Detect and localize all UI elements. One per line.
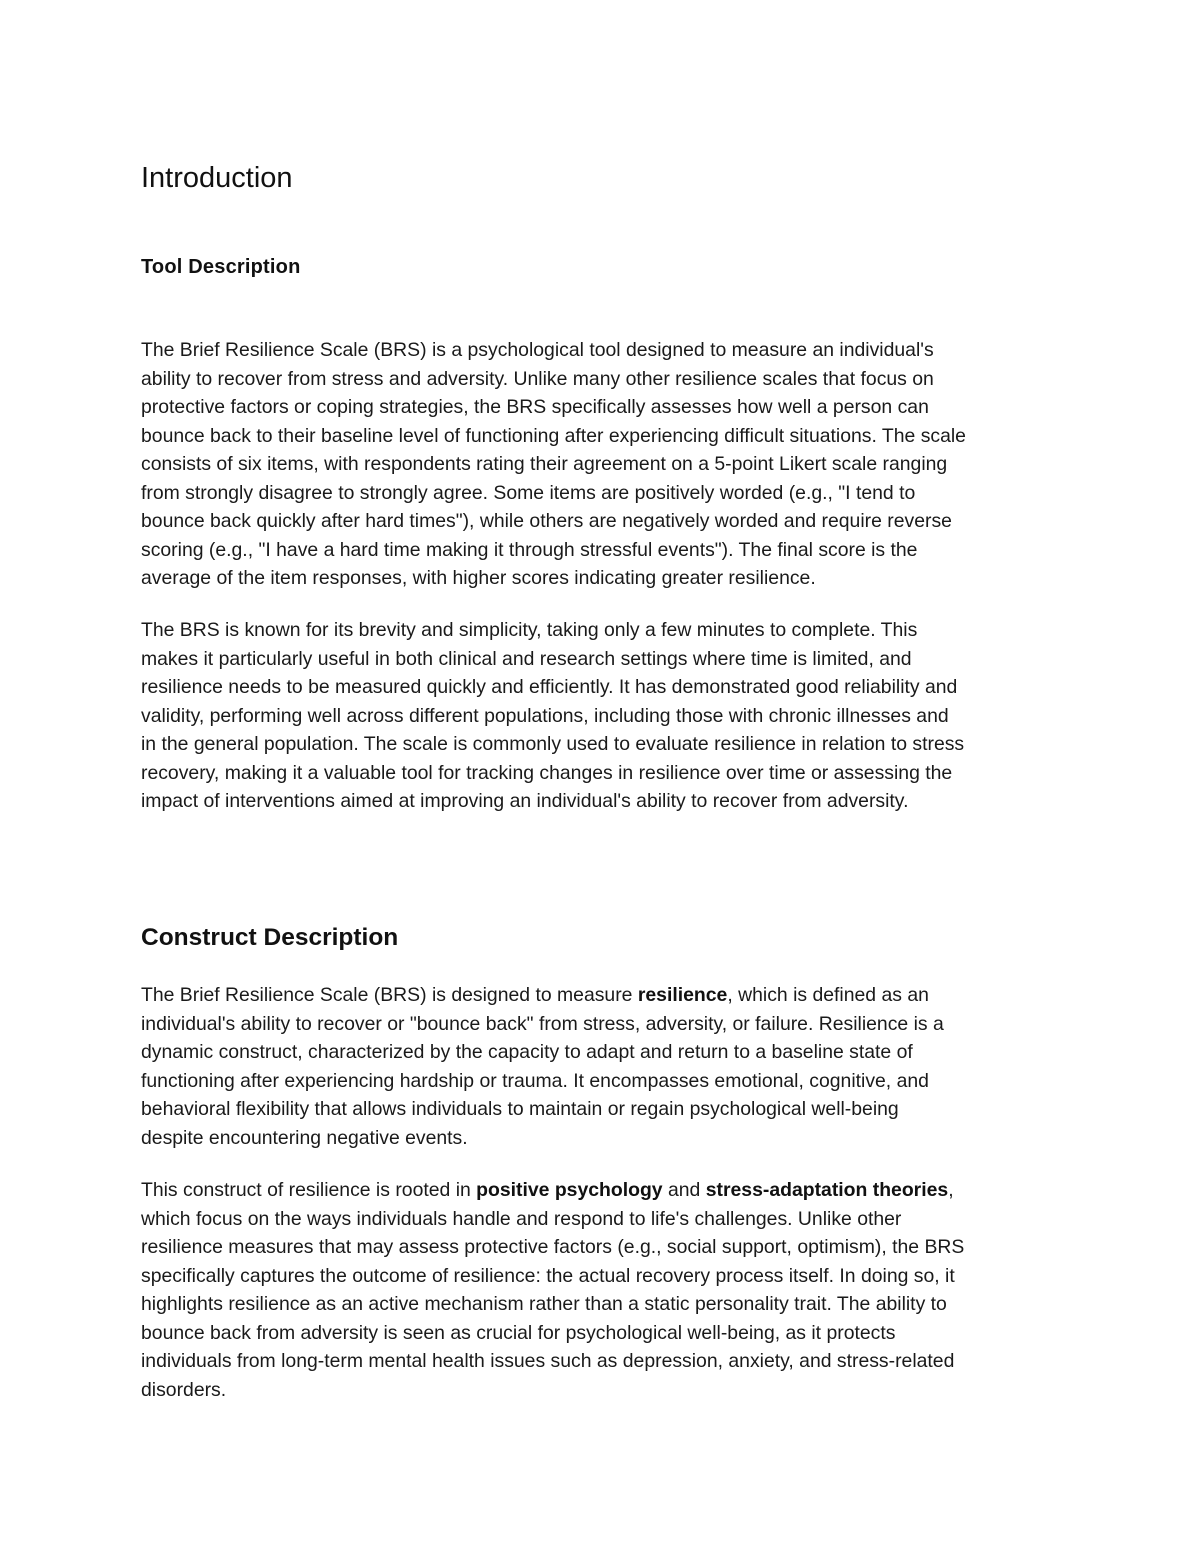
text-line: The BRS is known for its brevity and simplicity, taking only a few minutes to complete. This [141,619,918,641]
text-line: specifically captures the outcome of resilience: the actual recovery process itself. In doing so, it [141,1264,955,1287]
text-run: , which is defined as an [727,984,929,1006]
text-line: resilience needs to be measured quickly and efficiently. It has demonstrated good reliability and [141,676,958,698]
text-line: The Brief Resilience Scale (BRS) is a psychological tool designed to measure an individual's [141,339,934,361]
tool-paragraph-2 [141,616,964,816]
text-line: makes it particularly useful in both clinical and research settings where time is limited, and [141,647,912,670]
text-line: despite encountering negative events. [141,1126,468,1149]
text-line: ability to recover from stress and adversity. Unlike many other resilience scales that focus on [141,367,934,390]
text-line: bounce back from adversity is seen as crucial for psychological well-being, as it protects [141,1321,896,1344]
text-line [141,981,944,1010]
text-run: , [948,1179,954,1201]
tool-description-heading: Tool Description [141,256,301,278]
text-line: highlights resilience as an active mechanism rather than a static personality trait. The ability to [141,1293,947,1315]
text-line: behavioral flexibility that allows individuals to maintain or regain psychological well-being [141,1098,899,1120]
text-line: disorders. [141,1378,227,1401]
text-line: impact of interventions aimed at improving an individual's ability to recover from adversity. [141,790,909,812]
text-line: consists of six items, with respondents rating their agreement on a 5-point Likert scale ranging [141,453,948,475]
text-line: individual's ability to recover or "bounce back" from stress, adversity, or failure. Resilience is a [141,1012,944,1035]
bold-term-stress-adaptation: stress-adaptation theories [705,1179,949,1201]
text-line: bounce back quickly after hard times"), while others are negatively worded and require reverse [141,510,952,532]
text-line: average of the item responses, with higher scores indicating greater resilience. [141,567,816,589]
text-line: recovery, making it a valuable tool for tracking changes in resilience over time or assessing the [141,761,953,784]
text-line: which focus on the ways individuals handle and respond to life's challenges. Unlike other [141,1207,902,1230]
text-run: and [662,1179,706,1201]
text-line: individuals from long-term mental health issues such as depression, anxiety, and stress-related [141,1350,955,1372]
page-title: Introduction [141,162,293,194]
construct-paragraph-2 [141,1176,964,1404]
bold-term-positive-psychology: positive psychology [476,1179,663,1201]
tool-paragraph-1 [141,336,966,593]
text-line: validity, performing well across different populations, including those with chronic illnesses and [141,704,949,727]
construct-description-heading: Construct Description [141,924,399,951]
text-run: This construct of resilience is rooted in [141,1179,477,1201]
text-line [141,1176,964,1205]
text-run: The Brief Resilience Scale (BRS) is designed to measure [141,984,638,1006]
text-line: in the general population. The scale is commonly used to evaluate resilience in relation to stress [141,733,965,755]
construct-paragraph-1 [141,981,944,1152]
text-line: dynamic construct, characterized by the capacity to adapt and return to a baseline state of [141,1041,913,1063]
text-line: resilience measures that may assess protective factors (e.g., social support, optimism), the BRS [141,1236,965,1258]
text-line: protective factors or coping strategies, the BRS specifically assesses how well a person can [141,396,929,418]
text-line: from strongly disagree to strongly agree. Some items are positively worded (e.g., "I tend to [141,481,916,504]
text-line: scoring (e.g., "I have a hard time making it through stressful events"). The final score is the [141,538,918,561]
text-line: bounce back to their baseline level of functioning after experiencing difficult situations. The scale [141,424,966,447]
text-line: functioning after experiencing hardship or trauma. It encompasses emotional, cognitive, and [141,1069,929,1092]
bold-term-resilience: resilience [637,984,728,1006]
